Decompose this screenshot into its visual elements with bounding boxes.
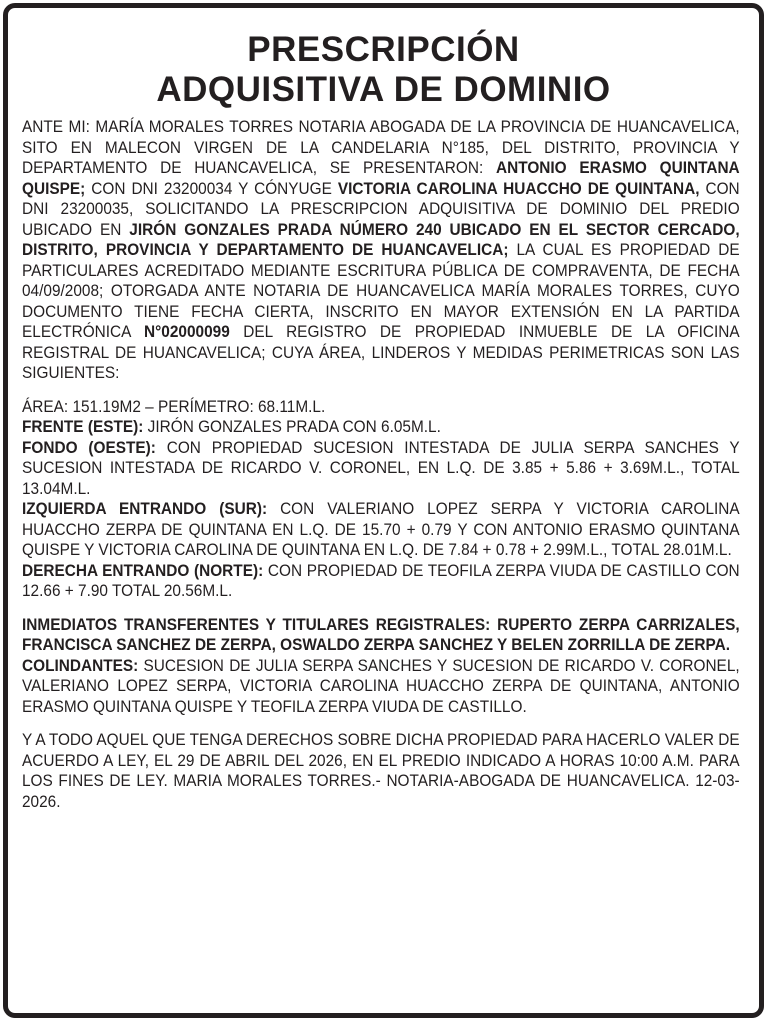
frente-label: FRENTE (ESTE):: [22, 417, 144, 436]
applicant-name: ANTONIO ERASMO QUINTANA QUISPE;: [22, 158, 740, 198]
derecha-text: CON PROPIEDAD DE TEOFILA ZERPA VIUDA DE CASTILLO CON 12.66 + 7.90 TOTAL 20.56M.L.: [22, 560, 740, 600]
area-line: ÁREA: 151.19M2 – PERÍMETRO: 68.11M.L.: [22, 396, 326, 416]
spouse-name: VICTORIA CAROLINA HUACCHO DE QUINTANA,: [337, 178, 700, 198]
colindantes-text: SUCESION DE JULIA SERPA SANCHES Y SUCESION DE RICARDO V. CORONEL, VALERIANO LOPEZ SERPA, VICTORIA CAROLINA HUACCHO ZERPA DE QUINTANA, ANTONIO ERASMO QUINTANA QUISPE Y TEOFILA ZERPA VIUDA DE CASTILLO.: [22, 655, 740, 716]
intro-text-4: LA CUAL ES PROPIEDAD DE PARTICULARES ACREDITADO MEDIANTE ESCRITURA PÚBLICA DE COMPRAVENTA, DE FECHA 04/09/2008; OTORGADA ANTE NOTARIA DE HUANCAVELICA MARÍA MORALES TORRES, CUYO DOCUMENTO TIENE FECHA CIERTA, INSCRITO EN MAYOR EXTENSIÓN EN LA PARTIDA ELECTRÓNICA: [22, 240, 740, 341]
property-address: JIRÓN GONZALES PRADA NÚMERO 240 UBICADO EN EL SECTOR CERCADO, DISTRITO, PROVINCIA Y DEPARTAMENTO DE HUANCAVELICA;: [22, 219, 740, 259]
notice-title: [8, 30, 759, 110]
intro-text-2: CON DNI 23200034 Y CÓNYUGE: [85, 178, 338, 198]
title-line-1: PRESCRIPCIÓN: [247, 30, 520, 69]
intro-text-3: CON DNI 23200035, SOLICITANDO LA PRESCRIPCION ADQUISITIVA DE DOMINIO DEL PREDIO UBICADO EN: [22, 178, 740, 239]
izquierda-paragraph: [22, 499, 740, 561]
izquierda-text: CON VALERIANO LOPEZ SERPA Y VICTORIA CAROLINA HUACCHO ZERPA DE QUINTANA EN L.Q. DE 15.70 + 0.79 Y CON ANTONIO ERASMO QUINTANA QUISPE Y VICTORIA CAROLINA DE QUINTANA EN L.Q. DE 7.84 + 0.78 + 2.99M.L., TOTAL 28.01M.L.: [22, 499, 740, 559]
fondo-text: CON PROPIEDAD SUCESION INTESTADA DE JULIA SERPA SANCHES Y SUCESION INTESTADA DE RICARDO V. CORONEL, EN L.Q. DE 3.85 + 5.86 + 3.69M.L., TOTAL 13.04M.L.: [22, 437, 740, 498]
notice-body: [22, 117, 740, 812]
intro-paragraph: [22, 117, 740, 384]
title-line-2: ADQUISITIVA DE DOMINIO: [156, 70, 611, 109]
colindantes-label: COLINDANTES:: [22, 655, 139, 675]
intro-text-5: DEL REGISTRO DE PROPIEDAD INMUEBLE DE LA OFICINA REGISTRAL DE HUANCAVELICA; CUYA ÁREA, LINDEROS Y MEDIDAS PERIMETRICAS SON LAS SIGUIENTES:: [22, 322, 740, 382]
registry-entry: N°02000099: [144, 322, 230, 341]
derecha-paragraph: [22, 561, 740, 602]
derecha-label: DERECHA ENTRANDO (NORTE):: [22, 560, 264, 580]
closing-paragraph: Y A TODO AQUEL QUE TENGA DERECHOS SOBRE DICHA PROPIEDAD PARA HACERLO VALER DE ACUERDO A LEY, EL 29 DE ABRIL DEL 2026, EN EL PREDIO INDICADO A HORAS 10:00 A.M. PARA LOS FINES DE LEY. MARIA MORALES TORRES.- NOTARIA-ABOGADA DE HUANCAVELICA. 12-03-2026.: [22, 730, 740, 811]
fondo-label: FONDO (OESTE):: [22, 437, 156, 457]
izquierda-label: IZQUIERDA ENTRANDO (SUR):: [22, 499, 268, 518]
inmediatos-paragraph: [22, 615, 740, 656]
frente-paragraph: [22, 417, 740, 438]
inmediatos-text: INMEDIATOS TRANSFERENTES Y TITULARES REGISTRALES: RUPERTO ZERPA CARRIZALES, FRANCISCA SANCHEZ DE ZERPA, OSWALDO ZERPA SANCHEZ Y BELEN ZORRILLA DE ZERPA.: [22, 614, 740, 654]
intro-text-1: ANTE MI: MARÍA MORALES TORRES NOTARIA ABOGADA DE LA PROVINCIA DE HUANCAVELICA, SITO EN MALECON VIRGEN DE LA CANDELARIA N°185, DEL DISTRITO, PROVINCIA Y DEPARTAMENTO DE HUANCAVELICA, SE PRESENTARON:: [22, 117, 740, 177]
colindantes-paragraph: [22, 656, 740, 718]
frente-text: JIRÓN GONZALES PRADA CON 6.05M.L.: [143, 417, 441, 436]
fondo-paragraph: [22, 438, 740, 500]
